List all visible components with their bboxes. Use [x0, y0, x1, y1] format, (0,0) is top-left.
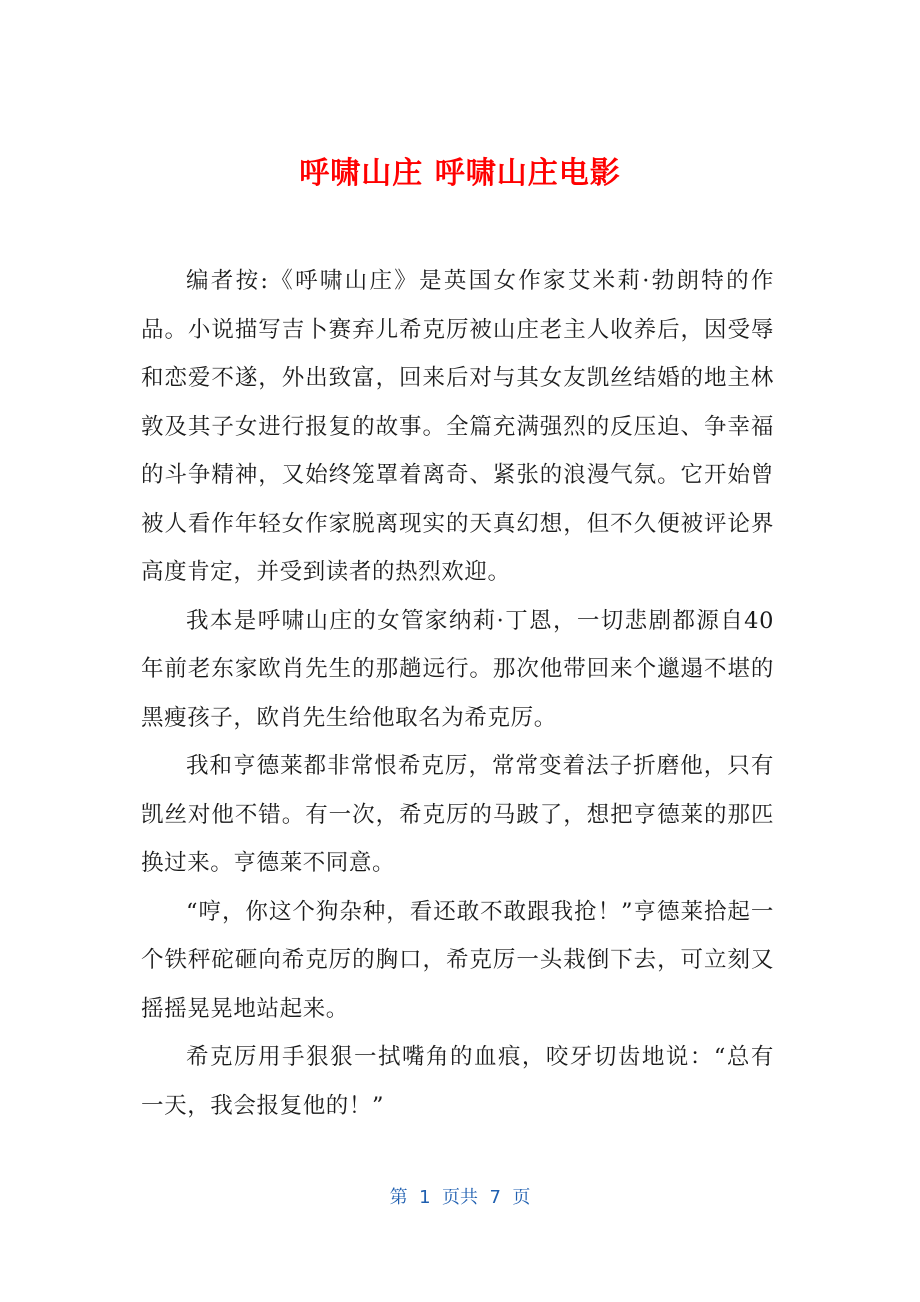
paragraph: 我和亨德莱都非常恨希克厉，常常变着法子折磨他，只有凯丝对他不错。有一次，希克厉的马跛了，想把亨德莱的那匹换过来。亨德莱不同意。: [141, 753, 774, 876]
page-title: 呼啸山庄 呼啸山庄电影: [299, 156, 621, 191]
paragraph: 编者按:《呼啸山庄》是英国女作家艾米莉·勃朗特的作品。小说描写吉卜赛弃儿希克厉被山庄老主人收养后，因受辱和恋爱不遂，外出致富，回来后对与其女友凯丝结婚的地主林敦及其子女进行报复的故事。全篇充满强烈的反压迫、争幸福的斗争精神，又始终笼罩着离奇、紧张的浪漫气氛。它开始曾被人看作年轻女作家脱离现实的天真幻想，但不久便被评论界高度肯定，并受到读者的热烈欢迎。: [141, 268, 774, 585]
paragraph: 我本是呼啸山庄的女管家纳莉·丁恩，一切悲剧都源自40年前老东家欧肖先生的那趟远行。那次他带回来个邋遢不堪的黑瘦孩子，欧肖先生给他取名为希克厉。: [141, 607, 774, 731]
paragraph: “哼，你这个狗杂种，看还敢不敢跟我抢！”亨德莱拾起一个铁秤砣砸向希克厉的胸口，希克厉一头栽倒下去，可立刻又摇摇晃晃地站起来。: [141, 898, 774, 1022]
paragraph: 希克厉用手狠狠一拭嘴角的血痕，咬牙切齿地说：“总有一天，我会报复他的！”: [141, 1044, 774, 1119]
article-body: [141, 257, 774, 1130]
page-number-footer: 第 1 页共 7 页: [389, 1187, 531, 1208]
